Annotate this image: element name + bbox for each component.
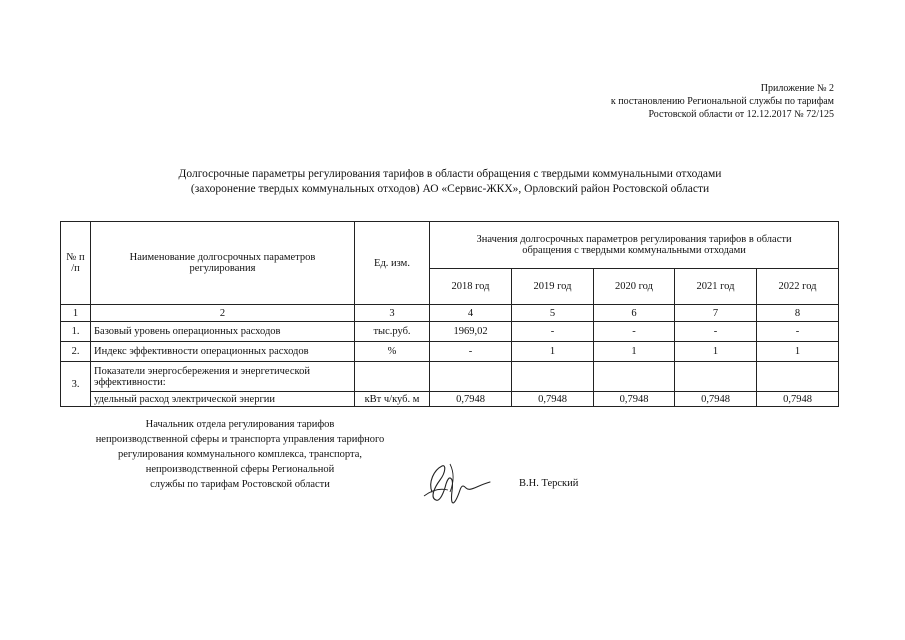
title-line-2: (захоронение твердых коммунальных отходов) АО «Сервис-ЖКХ», Орловский район Ростовской области — [190, 183, 710, 195]
row-num: 2. — [61, 342, 91, 362]
document-title — [90, 167, 810, 197]
row-value: 1 — [675, 342, 757, 362]
row-value: 0,7948 — [594, 392, 675, 407]
numbering-cell: 3 — [355, 305, 430, 322]
header-values-group — [430, 222, 839, 269]
position-line-3: регулирования коммунального комплекса, транспорта, — [117, 449, 363, 460]
empty-cell — [512, 362, 594, 392]
table-row — [61, 342, 839, 362]
numbering-cell: 6 — [594, 305, 675, 322]
row-value: - — [594, 322, 675, 342]
row-unit: тыс.руб. — [355, 322, 430, 342]
header-year-2021: 2021 год — [675, 269, 757, 305]
header-unit: Ед. изм. — [355, 222, 430, 305]
numbering-cell: 8 — [757, 305, 839, 322]
row-value: 1 — [512, 342, 594, 362]
empty-cell — [757, 362, 839, 392]
numbering-cell: 7 — [675, 305, 757, 322]
signatory-position — [80, 417, 400, 492]
header-num: № п /п — [61, 222, 91, 305]
row-value: - — [675, 322, 757, 342]
table-row — [61, 392, 839, 407]
parameters-table — [60, 221, 839, 407]
position-line-4: непроизводственной сферы Региональной — [145, 464, 335, 475]
appendix-line-1: Приложение № 2 — [760, 83, 834, 94]
numbering-row — [61, 305, 839, 322]
empty-cell — [675, 362, 757, 392]
position-line-5: службы по тарифам Ростовской области — [150, 479, 330, 490]
empty-cell — [430, 362, 512, 392]
header-year-2018: 2018 год — [430, 269, 512, 305]
numbering-cell: 2 — [91, 305, 355, 322]
header-year-2022: 2022 год — [757, 269, 839, 305]
row-name: Индекс эффективности операционных расходов — [91, 342, 355, 362]
row-num: 3. — [61, 362, 91, 407]
row-value: - — [512, 322, 594, 342]
row-unit: % — [355, 342, 430, 362]
row-sub-name: удельный расход электрической энергии — [91, 392, 355, 407]
signer-name: В.Н. Терский — [519, 478, 579, 489]
table-row — [61, 322, 839, 342]
empty-cell — [594, 362, 675, 392]
numbering-cell: 4 — [430, 305, 512, 322]
header-name — [91, 222, 355, 305]
header-year-2019: 2019 год — [512, 269, 594, 305]
appendix-line-3: Ростовской области от 12.12.2017 № 72/125 — [648, 109, 834, 120]
row-value: 0,7948 — [430, 392, 512, 407]
row-name — [91, 362, 355, 392]
numbering-cell: 1 — [61, 305, 91, 322]
row-value: - — [430, 342, 512, 362]
row-value: 0,7948 — [675, 392, 757, 407]
appendix-header — [611, 82, 834, 121]
row-name-line-1: Показатели энергосбережения и энергетической — [94, 365, 310, 377]
header-name-text: Наименование долгосрочных параметров регулирования — [129, 252, 316, 274]
row-unit: кВт ч/куб. м — [355, 392, 430, 407]
row-num: 1. — [61, 322, 91, 342]
row-name-line-2: эффективности: — [94, 376, 166, 388]
row-value: 1969,02 — [430, 322, 512, 342]
title-line-1: Долгосрочные параметры регулирования тарифов в области обращения с твердыми коммунальными отходами — [178, 168, 722, 180]
row-value: 1 — [757, 342, 839, 362]
handwritten-signature — [410, 452, 500, 517]
header-year-2020: 2020 год — [594, 269, 675, 305]
table-row — [61, 362, 839, 392]
position-line-1: Начальник отдела регулирования тарифов — [145, 419, 335, 430]
row-value: 0,7948 — [757, 392, 839, 407]
appendix-line-2: к постановлению Региональной службы по тарифам — [610, 96, 834, 107]
position-line-2: непроизводственной сферы и транспорта управления тарифного — [95, 434, 385, 445]
row-value: 0,7948 — [512, 392, 594, 407]
empty-cell — [355, 362, 430, 392]
numbering-cell: 5 — [512, 305, 594, 322]
header-values-group-text: Значения долгосрочных параметров регулирования тарифов в области обращения с твердыми коммунальными отходами — [476, 234, 792, 256]
row-name: Базовый уровень операционных расходов — [91, 322, 355, 342]
row-value: - — [757, 322, 839, 342]
row-value: 1 — [594, 342, 675, 362]
